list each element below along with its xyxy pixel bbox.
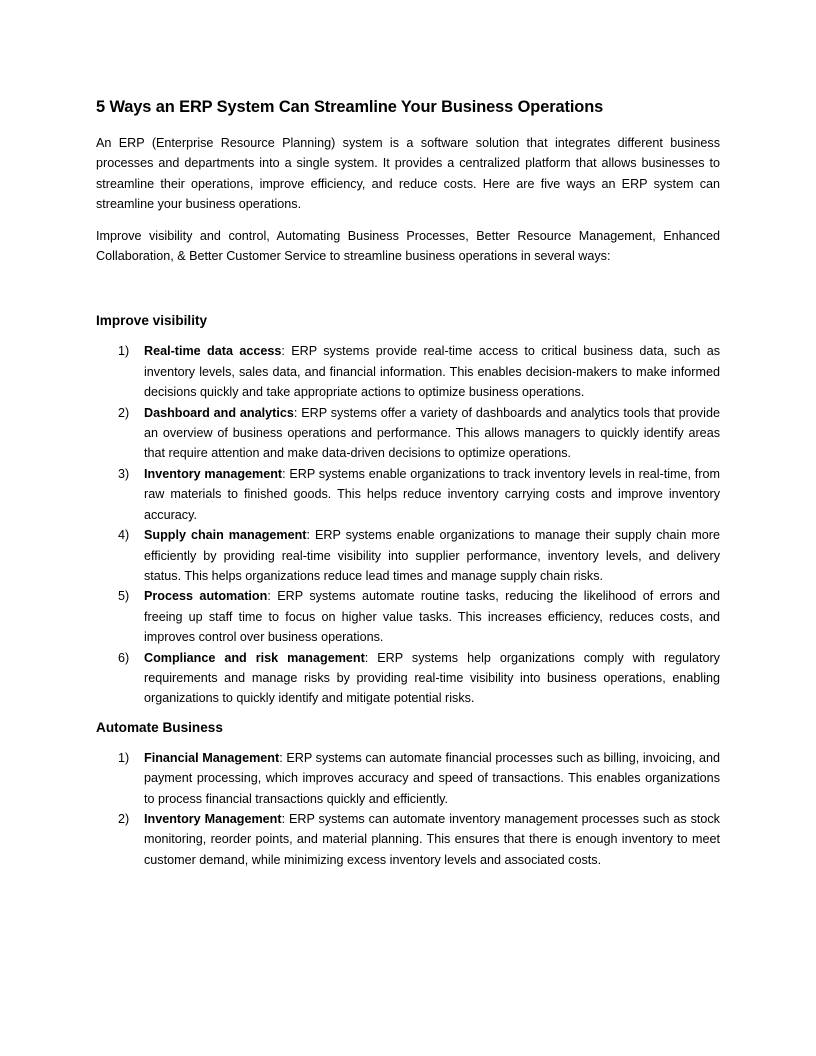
list-item-text: : ERP systems offer a variety of dashboards and analytics tools that provide an overview of business operations and performance. This allows managers to quickly identify areas that require attention and make data-driven decisions to optimize operations. [144, 405, 720, 461]
list-number: 5) [118, 589, 130, 604]
list-item-text: : ERP systems provide real-time access to critical business data, such as inventory levels, sales data, and financial information. This enables decision-makers to make informed decisions quickly and take appropriate actions to optimize business operations. [144, 344, 720, 400]
list-item [96, 748, 720, 809]
list-item-term: Financial Management [144, 750, 280, 765]
list-item [96, 809, 720, 870]
list-number: 1) [118, 344, 130, 359]
list-item-text: : ERP systems can automate inventory management processes such as stock monitoring, reorder points, and material planning. This ensures that there is enough inventory to meet customer demand, while minimizing excess inventory levels and associated costs. [144, 811, 720, 867]
list-item-text: : ERP systems help organizations comply with regulatory requirements and manage risks by providing real-time visibility into business operations, enabling organizations to quickly identify and mitigate potential risks. [144, 650, 720, 706]
list-item-term: Compliance and risk management [144, 650, 365, 665]
list-item-term: Inventory Management [144, 811, 282, 826]
list-item [96, 403, 720, 464]
list-number: 3) [118, 466, 130, 481]
list-number: 2) [118, 811, 130, 826]
list-item-text: : ERP systems automate routine tasks, reducing the likelihood of errors and freeing up staff time to focus on higher value tasks. This increases efficiency, reduces costs, and improves control over business operations. [144, 589, 720, 645]
list-item [96, 525, 720, 586]
list-number: 4) [118, 528, 130, 543]
list-item-text: : ERP systems enable organizations to track inventory levels in real-time, from raw materials to finished goods. This helps reduce inventory carrying costs and improve inventory accuracy. [144, 466, 720, 522]
list-item-text: : ERP systems enable organizations to manage their supply chain more efficiently by providing real-time visibility into supplier performance, inventory levels, and delivery status. This helps organizations reduce lead times and manage supply chain risks. [144, 528, 720, 583]
document-title: 5 Ways an ERP System Can Streamline Your Business Operations [96, 98, 604, 116]
list-item-term: Dashboard and analytics [144, 405, 294, 420]
automate-business-list [96, 748, 720, 870]
improve-visibility-list [96, 341, 720, 708]
list-item-term: Real-time data access [144, 344, 282, 359]
list-item-term: Process automation [144, 589, 268, 604]
section-heading-improve-visibility: Improve visibility [96, 313, 208, 329]
intro-paragraph: An ERP (Enterprise Resource Planning) system is a software solution that integrates different business processes and departments into a single system. It provides a centralized platform that allows businesses to streamline their operations, improve efficiency, and reduce costs. Here are five ways an ERP system can streamline your business operations. [96, 136, 720, 212]
section-heading-automate-business: Automate Business [96, 719, 223, 735]
summary-paragraph: Improve visibility and control, Automating Business Processes, Better Resource Management, Enhanced Collaboration, & Better Customer Service to streamline business operations in several ways: [96, 228, 720, 264]
list-item [96, 586, 720, 647]
list-item [96, 648, 720, 709]
list-item-term: Supply chain management [144, 528, 307, 543]
list-number: 2) [118, 405, 130, 420]
list-item-text: : ERP systems can automate financial processes such as billing, invoicing, and payment processing, which improves accuracy and speed of transactions. This enables organizations to process financial transactions quickly and efficiently. [144, 750, 720, 806]
list-number: 1) [118, 750, 130, 765]
list-item [96, 341, 720, 402]
document-page [96, 96, 720, 870]
list-item-term: Inventory management [144, 466, 283, 481]
list-number: 6) [118, 650, 130, 665]
list-item [96, 464, 720, 525]
